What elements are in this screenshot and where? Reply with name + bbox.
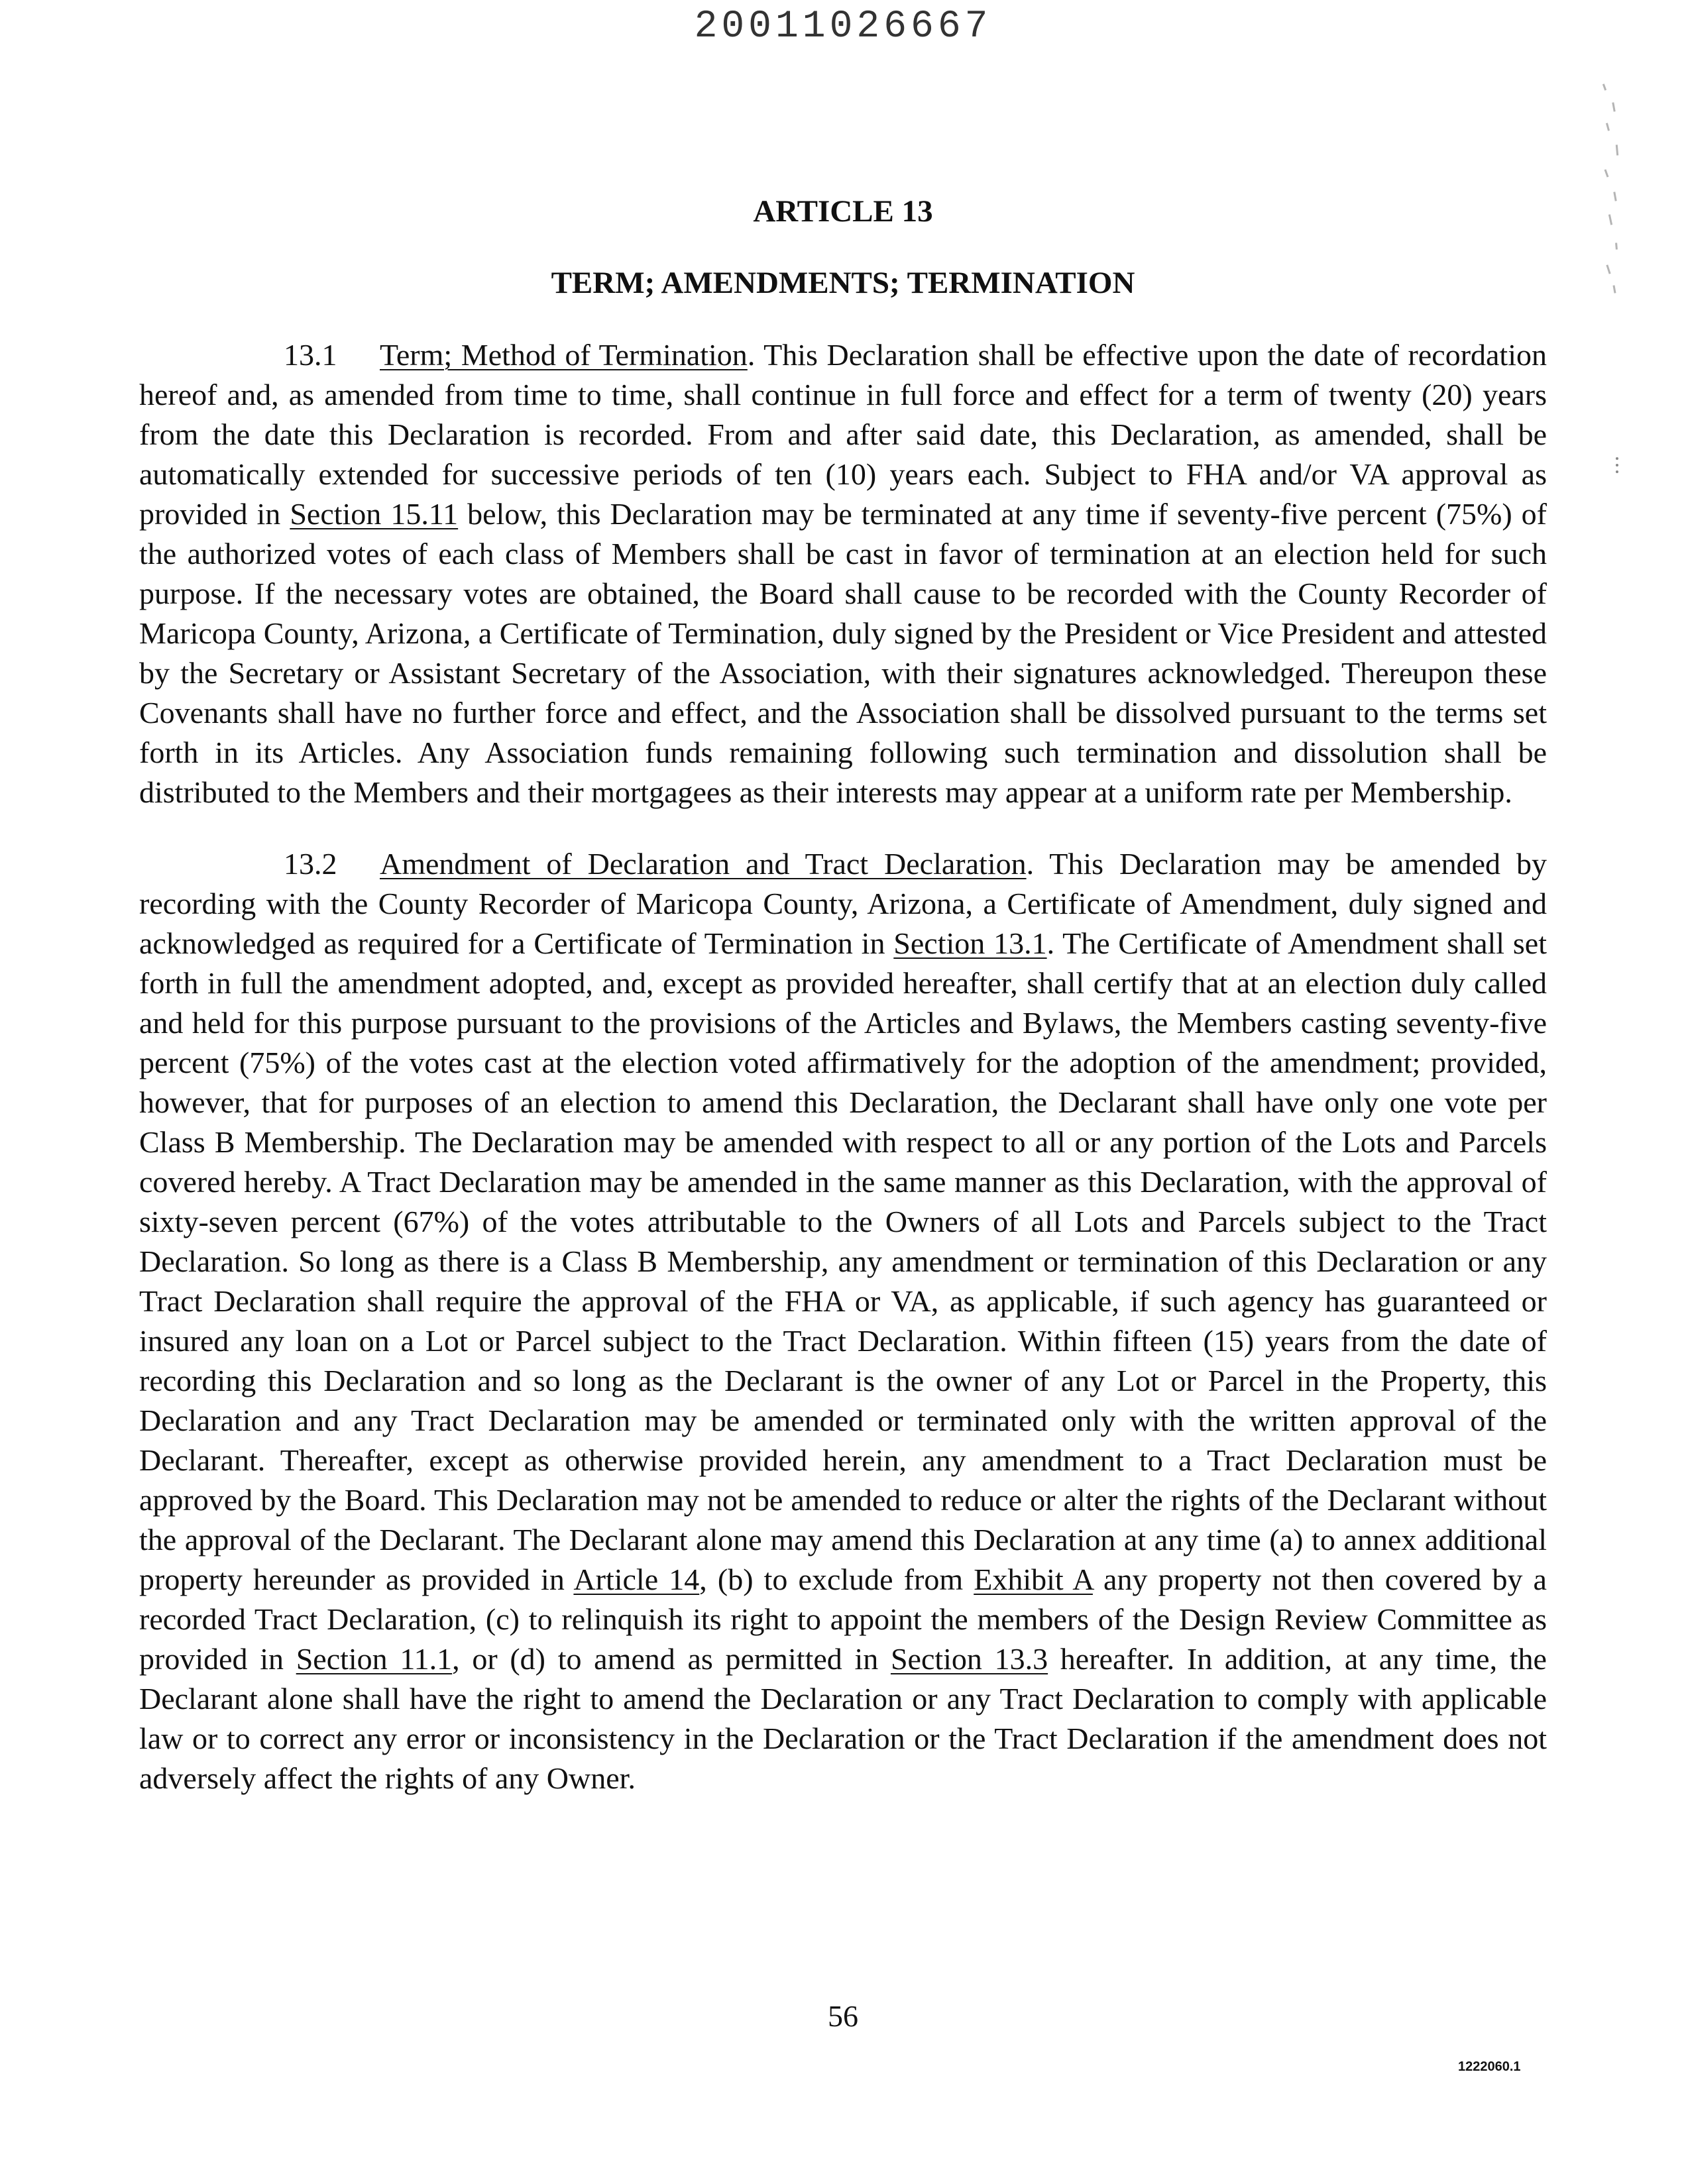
section-title: Amendment of Declaration and Tract Declaration	[380, 847, 1027, 881]
section-13-1-paragraph: 13.1 Term; Method of Termination. This Declaration shall be effective upon the date of recordation hereof and, as amended from time to time, shall continue in full force and effect for a term of twenty (20) years from the date this Declaration is recorded. From and after said date, this Declaration, as amended, shall be automatically extended for successive periods of ten (10) years each. Subject to FHA and/or VA approval as provided in Section 15.11 below, this Declaration may be terminated at any time if seventy-five percent (75%) of the authorized votes of each class of Members shall be cast in favor of termination at an election held for such purpose. If the necessary votes are obtained, the Board shall cause to be recorded with the County Recorder of Maricopa County, Arizona, a Certificate of Termination, duly signed by the President or Vice President and attested by the Secretary or Assistant Secretary of the Association, with their signatures acknowledged. Thereupon these Covenants shall have no further force and effect, and the Association shall be dissolved pursuant to the terms set forth in its Articles. Any Association funds remaining following such termination and dissolution shall be distributed to the Members and their mortgagees as their interests may appear at a uniform rate per Membership.	[139, 335, 1547, 812]
article-heading: ARTICLE 13	[753, 194, 933, 229]
recording-number: 20011026667	[694, 5, 992, 48]
cross-reference: Article 14	[573, 1562, 700, 1596]
cross-reference: Section 13.1	[893, 926, 1047, 960]
cross-reference: Section 11.1	[296, 1642, 453, 1676]
section-text: below, this Declaration may be terminated at any time if seventy-five percent (75%) of the authorized votes of each class of Members shall be cast in favor of termination at an election held for such purpose. If the necessary votes are obtained, the Board shall cause to be recorded with the County Recorder of Maricopa County, Arizona, a Certificate of Termination, duly signed by the President or Vice President and attested by the Secretary or Assistant Secretary of the Association, with their signatures acknowledged. Thereupon these Covenants shall have no further force and effect, and the Association shall be dissolved pursuant to the terms set forth in its Articles. Any Association funds remaining following such termination and dissolution shall be distributed to the Members and their mortgagees as their interests may appear at a uniform rate per Membership.	[139, 497, 1547, 809]
section-text: , or (d) to amend as permitted in	[452, 1642, 891, 1676]
section-text: . The Certificate of Amendment shall set forth in full the amendment adopted, and, except as provided hereafter, shall certify that at an election duly called and held for this purpose pursuant to the provisions of the Articles and Bylaws, the Members casting seventy-five percent (75%) of the votes cast at the election voted affirmatively for the adoption of the amendment; provided, however, that for purposes of an election to amend this Declaration, the Declarant shall have only one vote per Class B Membership. The Declaration may be amended with respect to all or any portion of the Lots and Parcels covered hereby. A Tract Declaration may be amended in the same manner as this Declaration, with the approval of sixty-seven percent (67%) of the votes attributable to the Owners of all Lots and Parcels subject to the Tract Declaration. So long as there is a Class B Membership, any amendment or termination of this Declaration or any Tract Declaration shall require the approval of the FHA or VA, as applicable, if such agency has guaranteed or insured any loan on a Lot or Parcel subject to the Tract Declaration. Within fifteen (15) years from the date of recording this Declaration and so long as the Declarant is the owner of any Lot or Parcel in the Property, this Declaration and any Tract Declaration may be amended or terminated only with the written approval of the Declarant. Thereafter, except as otherwise provided herein, any amendment to a Tract Declaration must be approved by the Board. This Declaration may not be amended to reduce or alter the rights of the Declarant without the approval of the Declarant. The Declarant alone may amend this Declaration at any time (a) to annex additional property hereunder as provided in	[139, 926, 1547, 1596]
section-text: This Declaration shall be effective upon the date of recordation hereof and, as amended from time to time, shall continue in full force and effect for a term of twenty (20) years from the date this Declaration is recorded. From and after said date, this Declaration, as amended, shall be automatically extended for successive periods of ten (10) years each. Subject to FHA and/or VA approval as provided in	[139, 338, 1547, 531]
section-number: 13.2	[284, 847, 337, 881]
document-code: 1222060.1	[1458, 2059, 1521, 2074]
page-number: 56	[828, 1999, 858, 2033]
section-title: Term; Method of Termination	[380, 338, 748, 372]
cross-reference: Exhibit A	[974, 1562, 1093, 1596]
cross-reference: Section 13.3	[890, 1642, 1048, 1676]
section-text: hereafter. In addition, at any time, the Declarant alone shall have the right to amend the Declaration or any Tract Declaration to comply with applicable law or to correct any error or inconsistency in the Declaration or the Tract Declaration if the amendment does not adversely affect the rights of any Owner.	[139, 1642, 1547, 1795]
document-body	[139, 335, 1547, 1830]
cross-reference: Section 15.11	[290, 497, 459, 531]
section-text: any property not then covered by a recorded Tract Declaration, (c) to relinquish its right to appoint the members of the Design Review Committee as provided in	[139, 1562, 1547, 1676]
article-title: TERM; AMENDMENTS; TERMINATION	[551, 266, 1135, 300]
section-text: This Declaration may be amended by recording with the County Recorder of Maricopa County, Arizona, a Certificate of Amendment, duly signed and acknowledged as required for a Certificate of Termination in	[139, 847, 1547, 960]
section-text: , (b) to exclude from	[699, 1562, 974, 1596]
section-number: 13.1	[284, 338, 337, 372]
section-13-2-paragraph: 13.2 Amendment of Declaration and Tract Declaration. This Declaration may be amended by recording with the County Recorder of Maricopa County, Arizona, a Certificate of Amendment, duly signed and acknowledged as required for a Certificate of Termination in Section 13.1. The Certificate of Amendment shall set forth in full the amendment adopted, and, except as provided hereafter, shall certify that at an election duly called and held for this purpose pursuant to the provisions of the Articles and Bylaws, the Members casting seventy-five percent (75%) of the votes cast at the election voted affirmatively for the adoption of the amendment; provided, however, that for purposes of an election to amend this Declaration, the Declarant shall have only one vote per Class B Membership. The Declaration may be amended with respect to all or any portion of the Lots and Parcels covered hereby. A Tract Declaration may be amended in the same manner as this Declaration, with the approval of sixty-seven percent (67%) of the votes attributable to the Owners of all Lots and Parcels subject to the Tract Declaration. So long as there is a Class B Membership, any amendment or termination of this Declaration or any Tract Declaration shall require the approval of the FHA or VA, as applicable, if such agency has guaranteed or insured any loan on a Lot or Parcel subject to the Tract Declaration. Within fifteen (15) years from the date of recording this Declaration and so long as the Declarant is the owner of any Lot or Parcel in the Property, this Declaration and any Tract Declaration may be amended or terminated only with the written approval of the Declarant. Thereafter, except as otherwise provided herein, any amendment to a Tract Declaration must be approved by the Board. This Declaration may not be amended to reduce or alter the rights of the Declarant without the approval of the Declarant. The Declarant alone may amend this Declaration at any time (a) to annex additional property hereunder as provided in Article 14, (b) to exclude from Exhibit A any property not then covered by a recorded Tract Declaration, (c) to relinquish its right to appoint the members of the Design Review Committee as provided in Section 11.1, or (d) to amend as permitted in Section 13.3 hereafter. In addition, at any time, the Declarant alone shall have the right to amend the Declaration or any Tract Declaration to comply with applicable law or to correct any error or inconsistency in the Declaration or the Tract Declaration if the amendment does not adversely affect the rights of any Owner.	[139, 844, 1547, 1798]
margin-dots	[1616, 457, 1620, 484]
